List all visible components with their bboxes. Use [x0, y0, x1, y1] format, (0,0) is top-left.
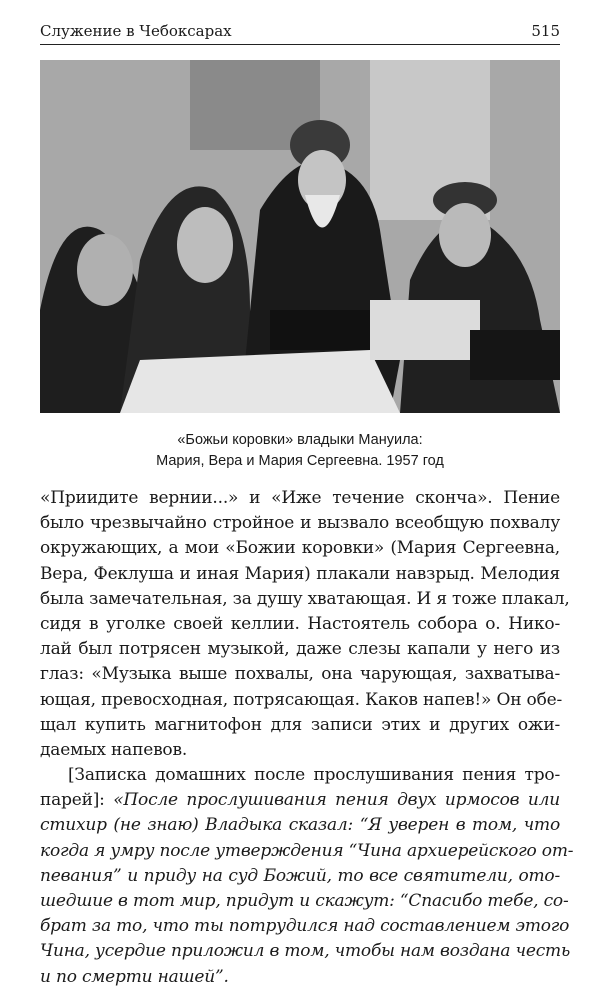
text-line: стихир (не знаю) Владыка сказал: “Я уверен в том, что: [40, 815, 560, 836]
text-line: было чрезвычайно стройное и вызвало всеобщую похвалу: [40, 513, 560, 534]
text-plain: парей]:: [40, 790, 114, 811]
text-line: даемых напевов.: [40, 739, 188, 760]
text-line: певания” и приду на суд Божий, то все святители, ото-: [40, 865, 560, 886]
text-line: шедшие в тот мир, придут и скажут: “Спасибо тебе, со-: [40, 891, 569, 911]
running-header: [40, 18, 560, 45]
text-line: Вера, Феклуша и иная Мария) плакали навзрыд. Мелодия: [40, 563, 560, 584]
text-line: окружающих, а мои «Божии коровки» (Мария Сергеевна,: [40, 538, 560, 559]
text-line: лай был потрясен музыкой, даже слезы капали у него из: [40, 639, 560, 660]
photo-icon: [40, 60, 560, 413]
text-line: «Приидите вернии...» и «Иже течение сконча». Пение: [40, 488, 560, 508]
caption-line: Мария, Вера и Мария Сергеевна. 1957 год: [156, 453, 444, 469]
text-line: брат за то, что ты потрудился над составлением этого: [40, 916, 570, 937]
page-number: 515: [531, 22, 560, 40]
text-line: когда я умру после утверждения “Чина архиерейского от-: [40, 840, 574, 861]
text-italic: «После прослушивания пения двух ирмосов или: [113, 790, 560, 811]
text-line: сидя в уголке своей келлии. Настоятель собора о. Нико-: [40, 613, 560, 634]
text-line: глаз: «Музыка выше похвалы, она чарующая, захватыва-: [40, 664, 560, 685]
text-line: щал купить магнитофон для записи этих и других ожи-: [40, 714, 560, 735]
text-line: ющая, превосходная, потрясающая. Каков напев!» Он обе-: [40, 689, 563, 710]
running-title: Служение в Чебоксарах: [40, 22, 232, 40]
photo: [40, 60, 560, 413]
text-line: [Записка домашних после прослушивания пения тро-: [68, 765, 560, 786]
text-line: Чина, усердие приложил в том, чтобы нам воздана честь: [40, 941, 571, 962]
text-line: была замечательная, за душу хватающая. И я тоже плакал,: [40, 588, 570, 609]
text-line: [40, 788, 560, 813]
caption-line: «Божьи коровки» владыки Мануила:: [177, 432, 423, 448]
text-line: и по смерти нашей”.: [40, 966, 229, 987]
body-text: [40, 486, 574, 990]
photo-caption: [40, 430, 560, 472]
